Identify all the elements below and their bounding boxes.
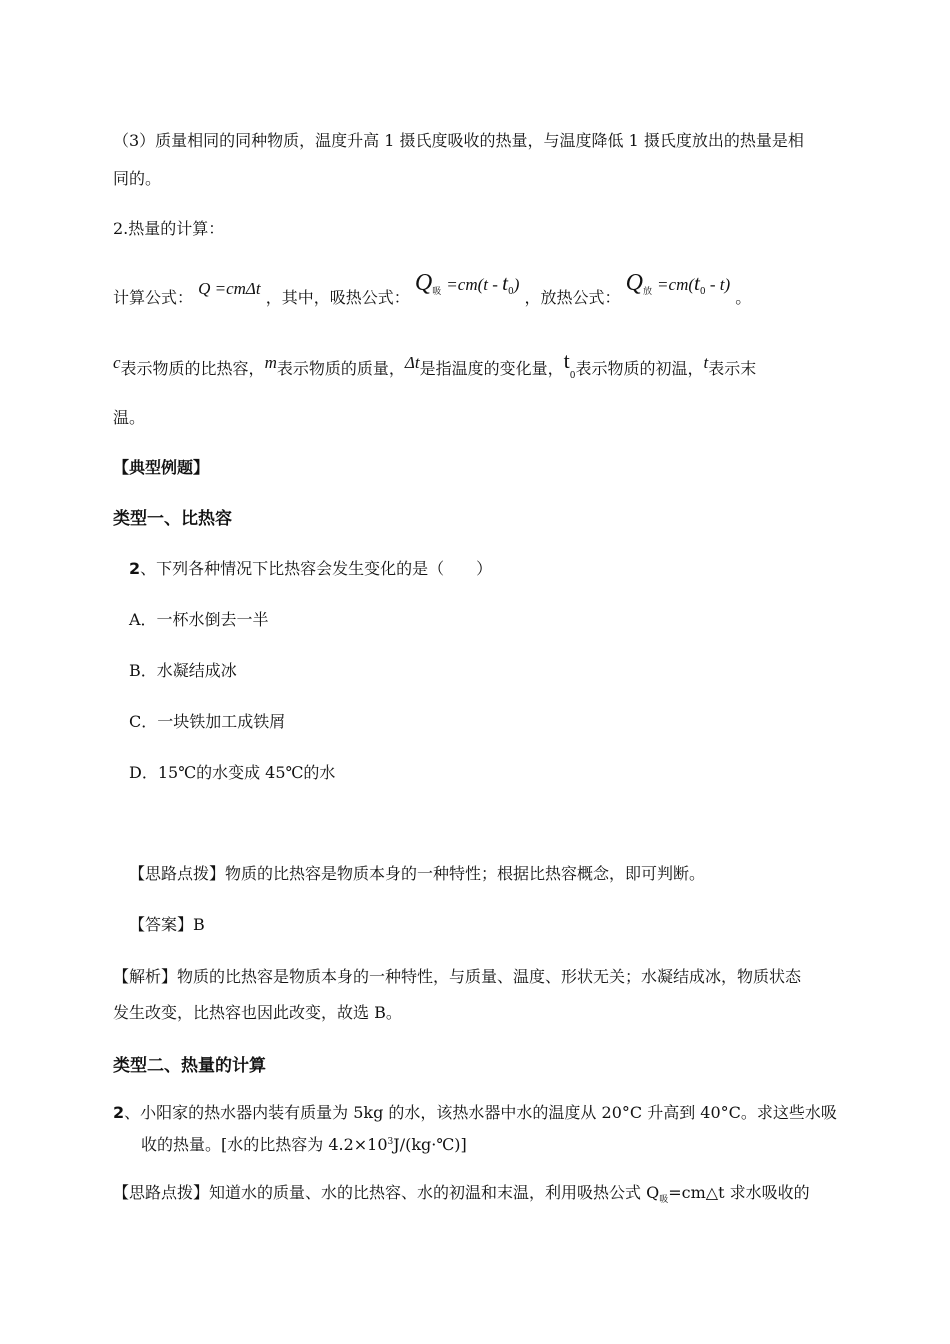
analysis-line2: 发生改变，比热容也因此改变，故选 B。	[113, 1003, 402, 1022]
option-c: C．一块铁加工成铁屑	[129, 712, 286, 731]
formula-line	[113, 270, 752, 307]
option-a: A．一杯水倒去一半	[129, 610, 269, 629]
heat-calc-heading: 2.热量的计算：	[113, 219, 225, 238]
hint1: 【思路点拨】物质的比热容是物质本身的一种特性；根据比热容概念，即可判断。	[129, 864, 706, 883]
hint2: 【思路点拨】知道水的质量、水的比热容、水的初温和末温，利用吸热公式 $Q_吸=cm\triangle t$ 求水吸收的	[113, 1183, 810, 1205]
type2-title: 类型二、热量的计算	[113, 1056, 266, 1076]
examples-heading: 【典型例题】	[113, 458, 210, 477]
analysis-line1: 【解析】物质的比热容是物质本身的一种特性，与质量、温度、形状无关；水凝结成冰，物质状态	[113, 967, 802, 986]
end-mark: 。	[735, 288, 752, 307]
formula-prefix: 计算公式：	[113, 288, 194, 307]
absorb-formula: $Q_吸 =cm(t - t_0)$	[414, 270, 520, 297]
paragraph-3-line2: 同的。	[113, 169, 162, 188]
type1-title: 类型一、比热容	[113, 509, 232, 529]
question1: 2、下列各种情况下比热容会发生变化的是（ ）	[129, 559, 493, 578]
release-label: ，放热公式：	[524, 288, 621, 307]
question2-line1: 2、小阳家的热水器内装有质量为 5kg 的水，该热水器中水的温度从 20°C 升高到 40°C。求这些水吸	[113, 1103, 837, 1122]
variables-line2: 温。	[113, 408, 146, 427]
paragraph-3-line1: （3）质量相同的同种物质，温度升高 1 摄氏度吸收的热量，与温度降低 1 摄氏度放出的热量是相	[113, 131, 804, 150]
option-d: D．15℃的水变成 45℃的水	[129, 763, 336, 782]
release-formula: $Q_放 =cm(t_0 - t)$	[625, 270, 731, 297]
formula-main: Q =cmΔt	[198, 279, 261, 298]
option-b: B．水凝结成冰	[129, 661, 237, 680]
formula-mid: ，其中，吸热公式：	[265, 288, 410, 307]
question2-line2: 收的热量。[水的比热容为 $4.2\times 10^3J/(kg\cdot℃)$]	[141, 1135, 467, 1154]
variables-line: c表示物质的比热容，m表示物质的质量，Δt是指温度的变化量，$t_0$表示物质的初温，t表示末	[113, 348, 757, 381]
answer: 【答案】B	[129, 915, 205, 934]
